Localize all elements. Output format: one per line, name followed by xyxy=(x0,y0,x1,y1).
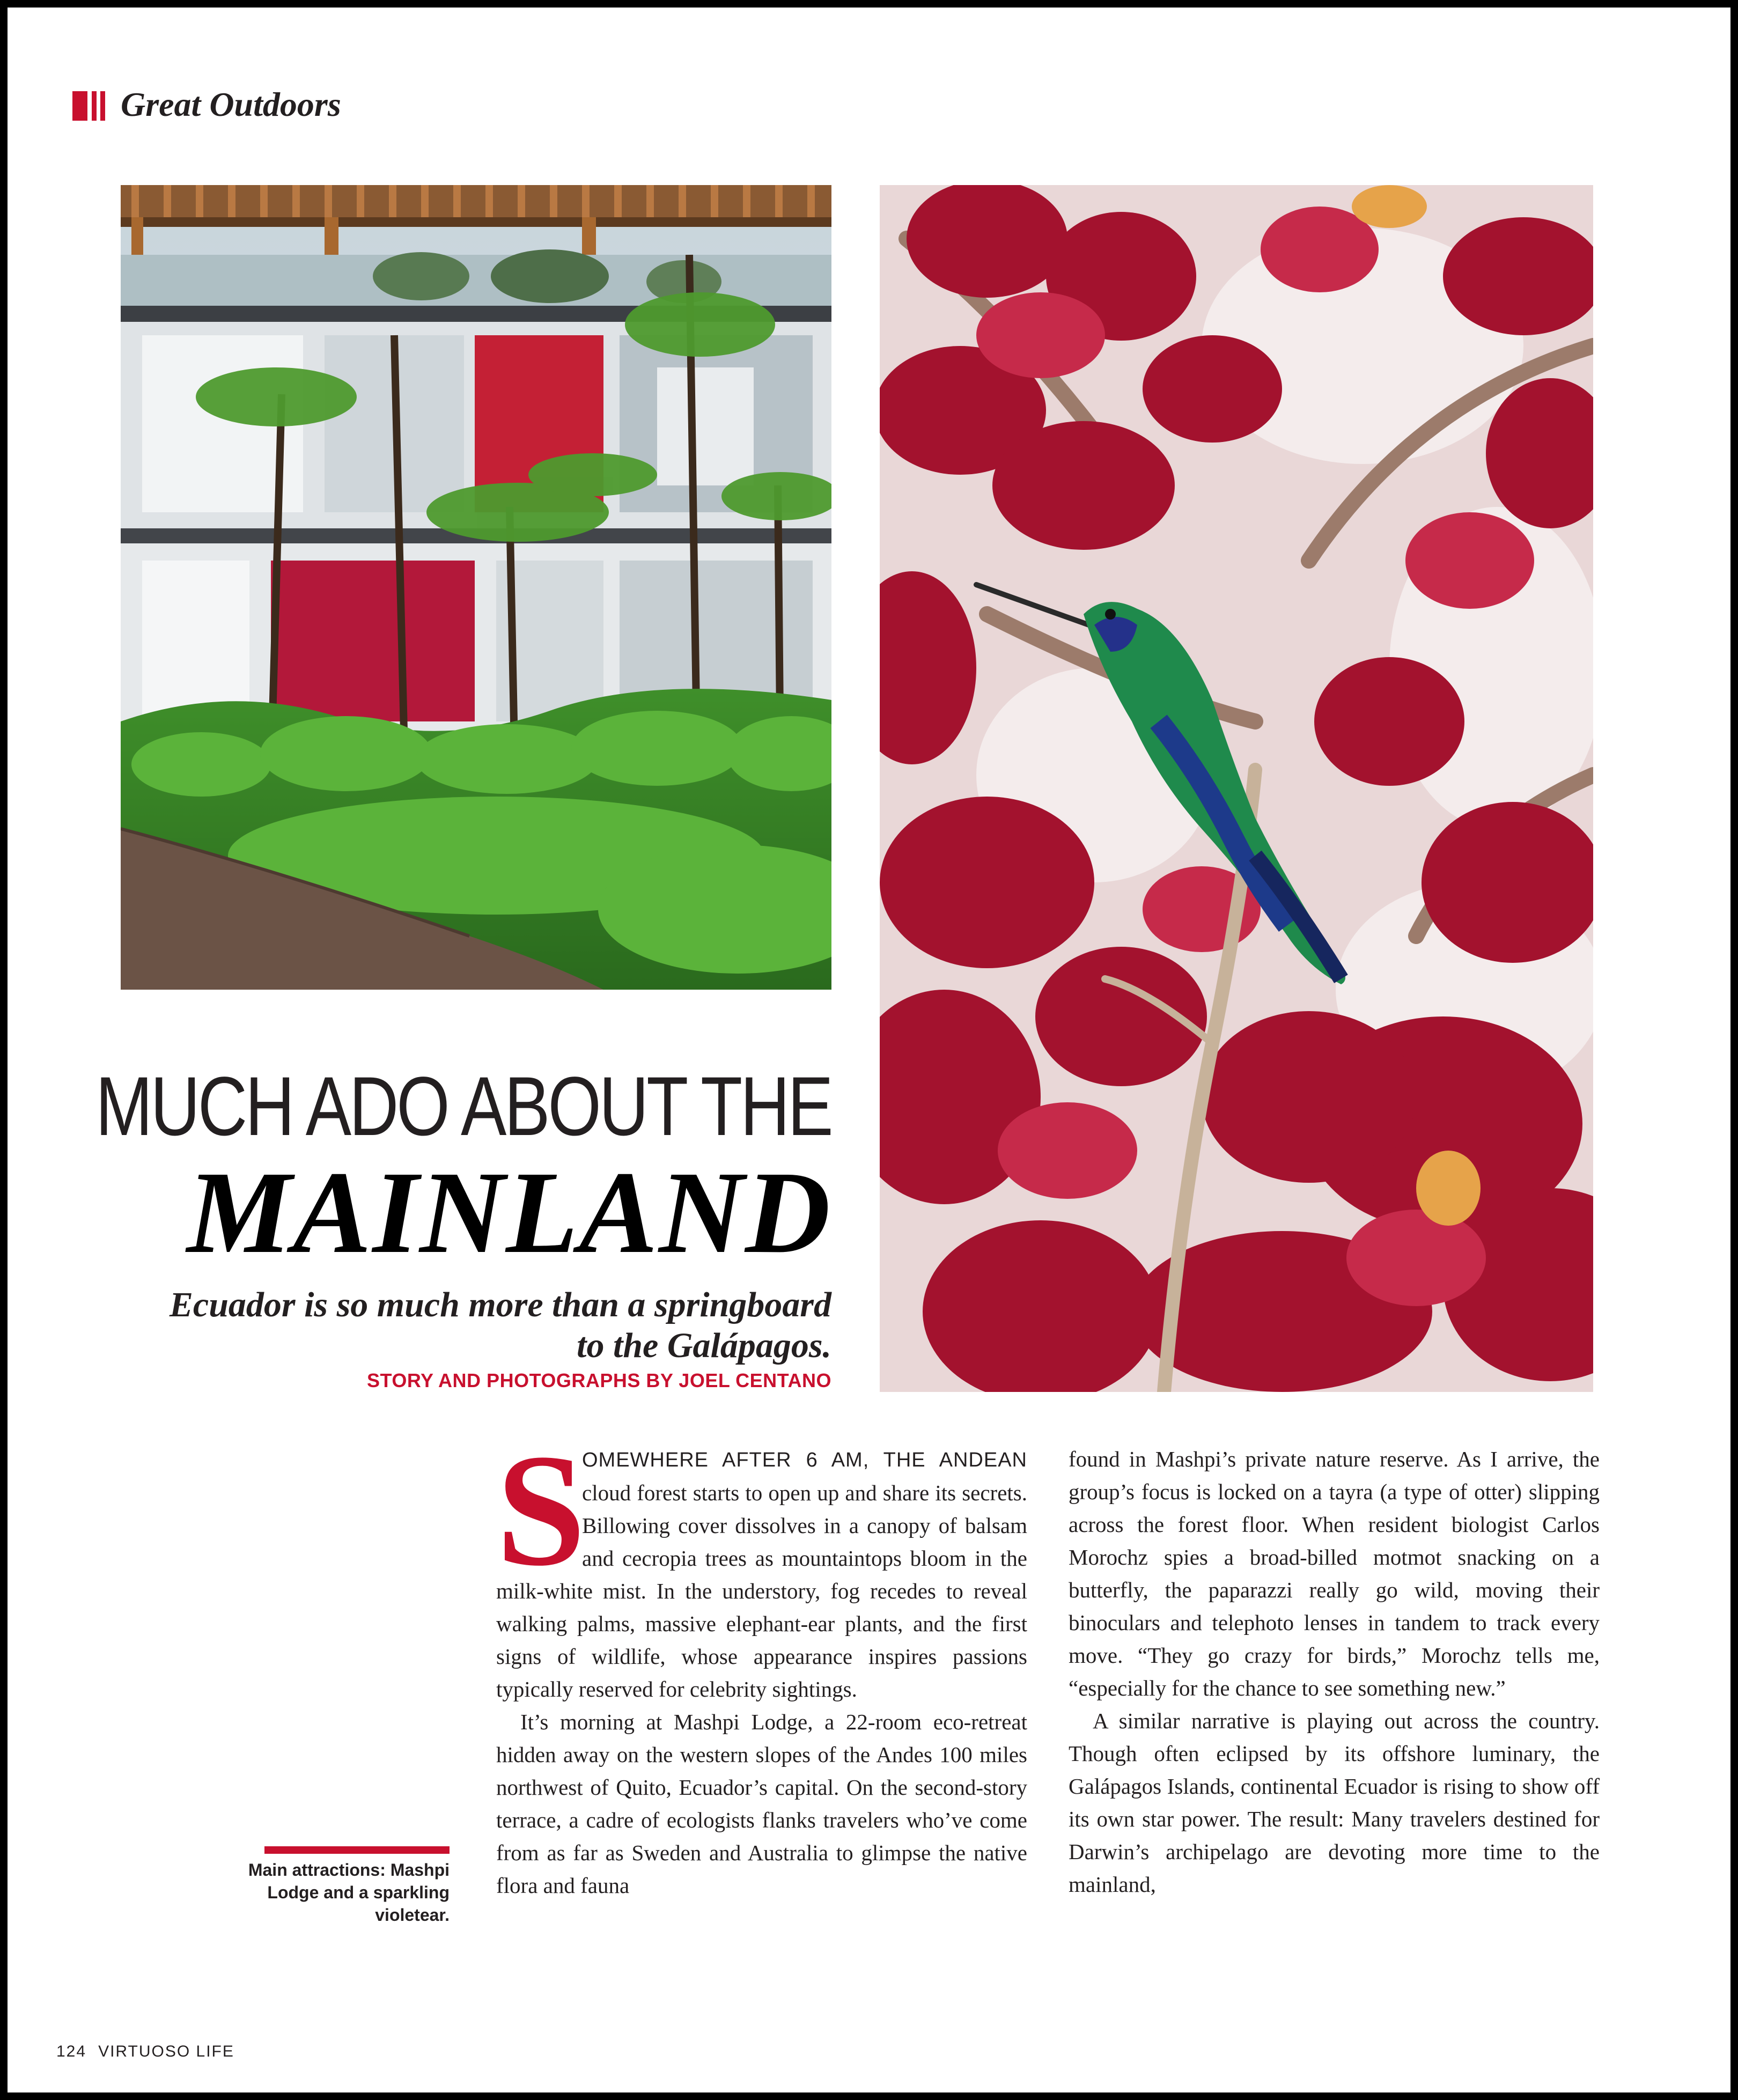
byline: STORY AND PHOTOGRAPHS BY JOEL CENTANO xyxy=(367,1369,831,1391)
article-paragraph: A similar narrative is playing out across the country. Though often eclipsed by its offshore luminary, the Galápagos Islands, continental Ecuador is rising to show off its own star power. The result: Many travelers destined for Darwin’s archipelago are devoting more time to the mainland, xyxy=(1069,1708,1600,1897)
caption-rule xyxy=(264,1846,450,1854)
photo-caption: Main attractions: Mashpi Lodge and a sparkling violetear. xyxy=(248,1860,450,1925)
paragraph-text: cloud forest starts to open up and share its secrets. Billowing cover dissolves in a canopy of balsam and cecropia trees as mountaintops bloom in the milk-white mist. In the understory, fog recedes to reveal walking palms, massive elephant-ear plants, and the first signs of wildlife, whose appearance inspires passions typically reserved for celebrity sightings. xyxy=(496,1480,1027,1701)
lodge-photo xyxy=(121,185,831,990)
headline-line-2: MAINLAND xyxy=(187,1147,831,1278)
dropcap: S xyxy=(496,1421,586,1599)
section-title: Great Outdoors xyxy=(121,85,341,123)
article-paragraph: It’s morning at Mashpi Lodge, a 22-room eco-retreat hidden away on the western slopes of the Andes 100 miles northwest of Quito, Ecuador’s capital. On the second-story terrace, a cadre of ecologists flanks travelers who’ve come from as far as Sweden and Australia to glimpse the native flora and fauna xyxy=(496,1710,1027,1898)
article-paragraph xyxy=(496,1421,1027,1706)
page-number: 124 xyxy=(56,2043,87,2060)
hummingbird-photo xyxy=(880,185,1593,1392)
headline-line-1: MUCH ADO ABOUT THE xyxy=(95,1060,831,1153)
article-paragraph: found in Mashpi’s private nature reserve. As I arrive, the group’s focus is locked on a tayra (a type of otter) slipping across the forest floor. When resident biologist Carlos Morochz spies a broad-billed motmot snacking on a butterfly, the paparazzi really go wild, moving their binoculars and telephoto lenses in tandem to track every move. “They go crazy for birds,” Morochz tells me, “especially for the chance to see something new.” xyxy=(1069,1447,1600,1700)
article-column-2 xyxy=(1069,1443,1600,1901)
deck: Ecuador is so much more than a springboard to the Galápagos. xyxy=(169,1285,831,1365)
folio xyxy=(56,2043,234,2061)
section-marker-icon xyxy=(72,91,105,121)
lead-in: OMEWHERE AFTER 6 AM, THE ANDEAN xyxy=(582,1449,1027,1471)
magazine-name: VIRTUOSO LIFE xyxy=(98,2043,234,2060)
article-column-1 xyxy=(496,1421,1027,1902)
